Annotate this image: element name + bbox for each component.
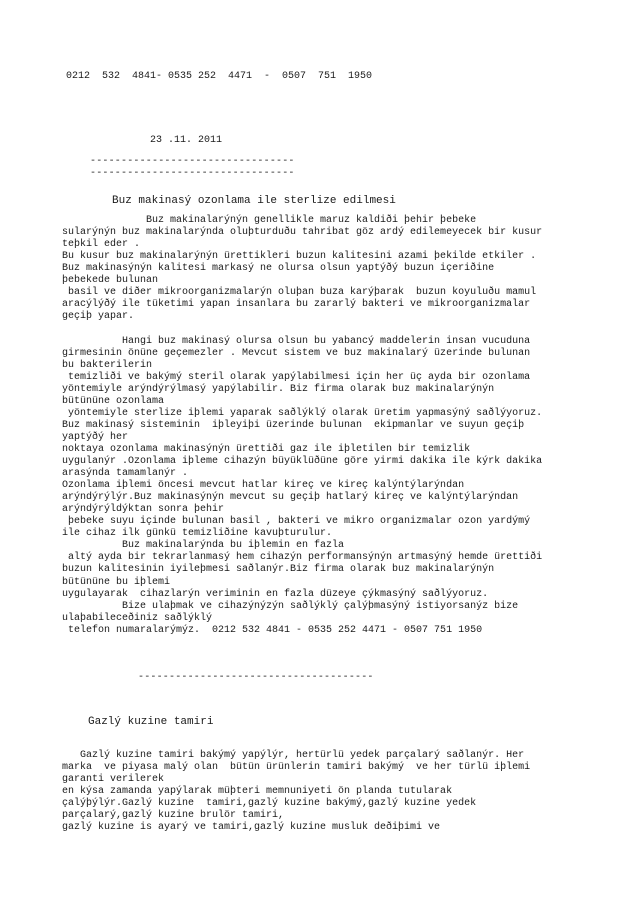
body-line: basil ve diðer mikroorganizmalarýn oluþan buza karýþarak buzun koyuluðu mamul <box>62 287 537 299</box>
body-line: bütününe ozonlama <box>62 395 165 407</box>
body-line: garanti verilerek <box>62 774 165 786</box>
body-line: þebekede bulunan <box>62 275 159 287</box>
body-line: Buz makinalarýnýn genellikle maruz kaldiði þehir þebeke <box>62 215 477 226</box>
body-line: parçalarý,gazlý kuzine brulör tamiri, <box>62 810 285 822</box>
body-line: þebeke suyu içinde bulunan basil , bakteri ve mikro organizmalar ozon yardýmý <box>62 516 531 528</box>
body-line: teþkil eder . <box>62 239 141 251</box>
body-line: Ozonlama iþlemi öncesi mevcut hatlar kireç ve kireç kalýntýlarýndan <box>62 480 465 492</box>
body-line: gazlý kuzine is ayarý ve tamiri,gazlý kuzine musluk deðiþimi ve <box>62 822 441 834</box>
body-line: temizliði ve bakýmý steril olarak yapýlabilmesi için her üç ayda bir ozonlama <box>62 371 531 383</box>
body-line: arasýnda tamamlanýr . <box>62 468 189 480</box>
body-line: bu bakterilerin <box>62 359 153 371</box>
body-line: noktaya ozonlama makinasýnýn ürettiði gaz ile iþletilen bir temizlik <box>62 443 471 455</box>
body-line: marka ve piyasa malý olan bütün ürünlerin tamiri bakýmý ve her türlü iþlemi <box>62 762 531 774</box>
body-line: buzun kalitesinin iyileþmesi saðlanýr.Biz firma olarak buz makinalarýnýn <box>62 564 495 576</box>
body-line: Buz makinasý sisteminin iþleyiþi üzerinde bulunan ekipmanlar ve suyun geçiþ <box>62 419 525 431</box>
body-line: aracýlýðý ile tüketimi yapan insanlara bu zararlý bakteri ve mikroorganizmalar <box>62 299 531 311</box>
body-line: ile cihaz ilk günkü temizliðine kavuþturulur. <box>62 528 333 540</box>
body-line: telefon numaralarýmýz. 0212 532 4841 - 0535 252 4471 - 0507 751 1950 <box>62 624 483 636</box>
body-line: altý ayda bir tekrarlanmasý hem cihazýn performansýnýn artmasýný hemde ürettiði <box>62 552 543 564</box>
body-line: Bize ulaþmak ve cihazýnýzýn saðlýklý çalýþmasýný istiyorsanýz bize <box>62 600 519 612</box>
body-line: en kýsa zamanda yapýlarak müþteri memnuniyeti ön planda tutularak <box>62 786 453 798</box>
document-date: 23 .11. 2011 <box>150 135 223 146</box>
body-line: Hangi buz makinasý olursa olsun bu yabancý maddelerin insan vucuduna <box>62 335 531 347</box>
body-line: çalýþýlýr.Gazlý kuzine tamiri,gazlý kuzine bakýmý,gazlý kuzine yedek <box>62 798 477 810</box>
body-line: uygulanýr .Ozonlama iþleme cihazýn büyüklüðüne göre yirmi dakika ile kýrk dakika <box>62 456 543 467</box>
divider-top-1: --------------------------------- <box>90 156 295 167</box>
body-line: uygulayarak cihazlarýn veriminin en fazla düzeye çýkmasýný saðlýyoruz. <box>62 588 489 600</box>
body-line: sularýnýn buz makinalarýnda oluþturduðu tahribat göz ardý edilemeyecek bir kusur <box>62 227 543 239</box>
phone-header: 0212 532 4841- 0535 252 4471 - 0507 751 1950 <box>66 71 373 82</box>
body-line: yaptýðý her <box>62 431 129 443</box>
body-line: ulaþabileceðiniz saðlýklý <box>62 612 213 624</box>
section-title-ozonlama: Buz makinasý ozonlama ile sterlize edilmesi <box>112 195 396 207</box>
body-line: bütününe bu iþlemi <box>62 576 171 588</box>
section-title-kuzine: Gazlý kuzine tamiri <box>88 716 214 728</box>
body-line: geçiþ yapar. <box>62 311 135 323</box>
body-line: Bu kusur buz makinalarýnýn ürettikleri buzun kalitesini azami þekilde etkiler . <box>62 251 537 263</box>
divider-middle: -------------------------------------- <box>138 672 374 683</box>
body-line: arýndýrýldýktan sonra þehir <box>62 504 225 516</box>
body-line: Buz makinalarýnda bu iþlemin en fazla <box>62 540 345 552</box>
body-line: Gazlý kuzine tamiri bakýmý yapýlýr, hertürlü yedek parçalarý saðlanýr. Her <box>62 750 525 761</box>
body-line: yöntemiyle arýndýrýlmasý yapýlabilir. Biz firma olarak buz makinalarýnýn <box>62 383 495 395</box>
body-line: arýndýrýlýr.Buz makinasýnýn mevcut su geçiþ hatlarý kireç ve kalýntýlarýndan <box>62 492 519 504</box>
body-line: Buz makinasýnýn kalitesi markasý ne olursa olsun yaptýðý buzun içeriðine <box>62 263 495 275</box>
body-line: yöntemiyle sterlize iþlemi yaparak saðlýklý olarak üretim yapmasýný saðlýyoruz. <box>62 407 543 419</box>
divider-top-2: --------------------------------- <box>90 168 295 179</box>
body-line: girmesinin önüne geçemezler . Mevcut sistem ve buz makinalarý üzerinde bulunan <box>62 347 531 359</box>
